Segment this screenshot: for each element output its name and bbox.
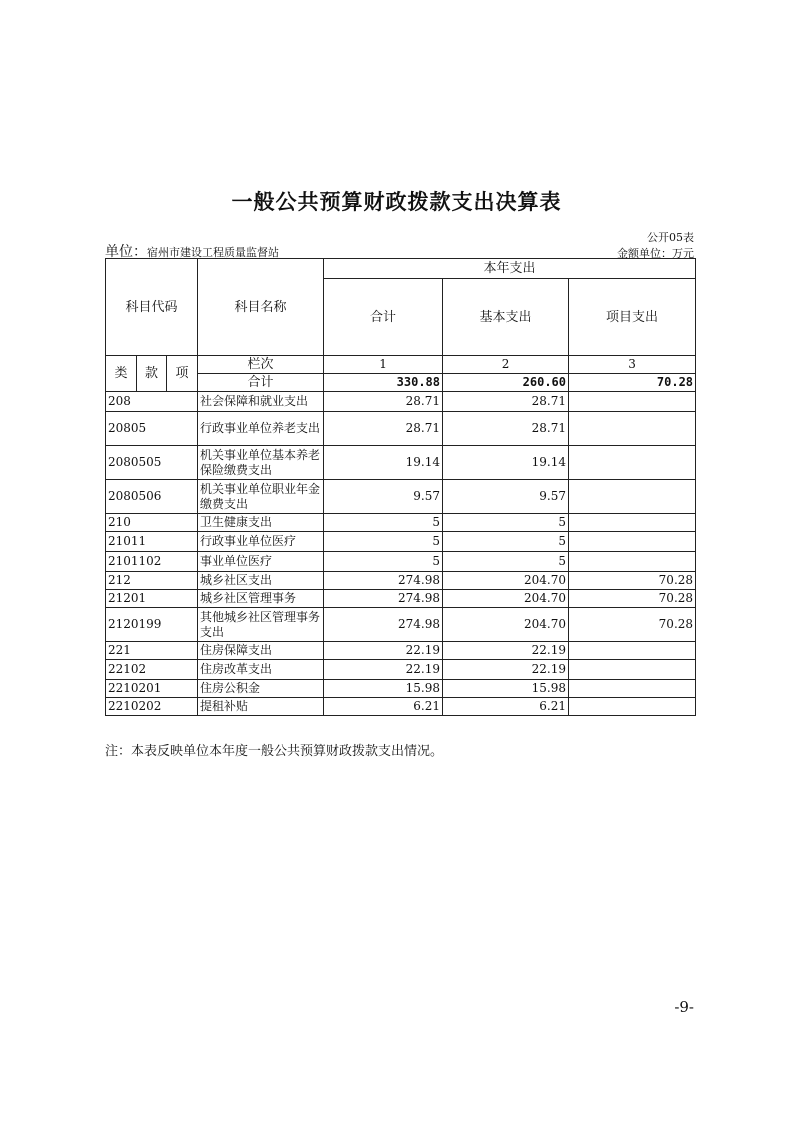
row-total: 5 [324, 532, 443, 552]
row-project [569, 698, 696, 716]
row-name: 住房保障支出 [198, 642, 324, 660]
row-basic: 204.70 [443, 572, 569, 590]
table-row [106, 552, 696, 572]
row-name: 提租补贴 [198, 698, 324, 716]
row-total: 274.98 [324, 608, 443, 642]
row-total: 274.98 [324, 590, 443, 608]
header-total: 合计 [324, 279, 443, 356]
table-row [106, 514, 696, 532]
row-basic: 9.57 [443, 480, 569, 514]
row-name: 机关事业单位基本养老保险缴费支出 [198, 446, 324, 480]
row-name: 事业单位医疗 [198, 552, 324, 572]
row-code: 21011 [106, 532, 198, 552]
row-name: 行政事业单位养老支出 [198, 412, 324, 446]
table-row [106, 480, 696, 514]
row-code: 2210201 [106, 680, 198, 698]
row-code: 221 [106, 642, 198, 660]
row-project [569, 514, 696, 532]
row-name: 机关事业单位职业年金缴费支出 [198, 480, 324, 514]
row-project [569, 446, 696, 480]
form-number: 公开05表 [647, 231, 694, 244]
table-row [106, 642, 696, 660]
table-row [106, 660, 696, 680]
row-code: 22102 [106, 660, 198, 680]
col-index-3: 3 [569, 356, 696, 374]
total-row-basic: 260.60 [443, 374, 569, 392]
unit-label: 单位： [105, 244, 147, 260]
header-lei: 类 [106, 356, 137, 392]
row-basic: 15.98 [443, 680, 569, 698]
footnote: 注：本表反映单位本年度一般公共预算财政拨款支出情况。 [105, 744, 444, 759]
row-project [569, 680, 696, 698]
row-total: 22.19 [324, 660, 443, 680]
row-name: 住房公积金 [198, 680, 324, 698]
row-code: 208 [106, 392, 198, 412]
row-name: 城乡社区管理事务 [198, 590, 324, 608]
page-number: -9- [674, 998, 694, 1016]
row-code: 2101102 [106, 552, 198, 572]
row-basic: 19.14 [443, 446, 569, 480]
total-row-project: 70.28 [569, 374, 696, 392]
row-code: 2210202 [106, 698, 198, 716]
table-row [106, 446, 696, 480]
row-code: 2120199 [106, 608, 198, 642]
header-kuan: 款 [137, 356, 167, 392]
unit-name: 宿州市建设工程质量监督站 [147, 246, 279, 259]
header-code: 科目代码 [106, 259, 198, 356]
row-code: 210 [106, 514, 198, 532]
row-basic: 28.71 [443, 392, 569, 412]
row-basic: 204.70 [443, 590, 569, 608]
row-basic: 28.71 [443, 412, 569, 446]
row-total: 6.21 [324, 698, 443, 716]
header-project: 项目支出 [569, 279, 696, 356]
header-year-exp: 本年支出 [324, 259, 696, 279]
total-row-label: 合计 [198, 374, 324, 392]
table-row [106, 680, 696, 698]
row-name: 住房改革支出 [198, 660, 324, 680]
table-row [106, 608, 696, 642]
row-project: 70.28 [569, 572, 696, 590]
row-total: 15.98 [324, 680, 443, 698]
row-project [569, 412, 696, 446]
row-name: 城乡社区支出 [198, 572, 324, 590]
row-project [569, 642, 696, 660]
col-index-1: 1 [324, 356, 443, 374]
table-row [106, 392, 696, 412]
money-unit: 金额单位：万元 [617, 247, 694, 260]
row-code: 2080506 [106, 480, 198, 514]
row-project [569, 532, 696, 552]
total-row-total: 330.88 [324, 374, 443, 392]
row-total: 28.71 [324, 412, 443, 446]
row-basic: 204.70 [443, 608, 569, 642]
row-project [569, 552, 696, 572]
row-code: 2080505 [106, 446, 198, 480]
row-total: 19.14 [324, 446, 443, 480]
header-name: 科目名称 [198, 259, 324, 356]
row-name: 卫生健康支出 [198, 514, 324, 532]
row-total: 22.19 [324, 642, 443, 660]
table-row [106, 590, 696, 608]
row-basic: 5 [443, 532, 569, 552]
row-basic: 5 [443, 552, 569, 572]
table-row [106, 412, 696, 446]
row-name: 行政事业单位医疗 [198, 532, 324, 552]
row-basic: 22.19 [443, 660, 569, 680]
row-total: 5 [324, 514, 443, 532]
row-code: 212 [106, 572, 198, 590]
row-name: 社会保障和就业支出 [198, 392, 324, 412]
row-total: 28.71 [324, 392, 443, 412]
row-basic: 22.19 [443, 642, 569, 660]
expenditure-table [105, 258, 696, 716]
row-project [569, 392, 696, 412]
header-xiang: 项 [167, 356, 198, 392]
row-project: 70.28 [569, 608, 696, 642]
table-row [106, 532, 696, 552]
header-lanci: 栏次 [198, 356, 324, 374]
col-index-2: 2 [443, 356, 569, 374]
header-basic: 基本支出 [443, 279, 569, 356]
row-project [569, 660, 696, 680]
table-row [106, 698, 696, 716]
row-project [569, 480, 696, 514]
row-total: 5 [324, 552, 443, 572]
table-row [106, 572, 696, 590]
row-code: 20805 [106, 412, 198, 446]
row-basic: 5 [443, 514, 569, 532]
row-total: 9.57 [324, 480, 443, 514]
row-project: 70.28 [569, 590, 696, 608]
row-code: 21201 [106, 590, 198, 608]
row-name: 其他城乡社区管理事务支出 [198, 608, 324, 642]
page-title: 一般公共预算财政拨款支出决算表 [231, 190, 562, 214]
row-total: 274.98 [324, 572, 443, 590]
row-basic: 6.21 [443, 698, 569, 716]
